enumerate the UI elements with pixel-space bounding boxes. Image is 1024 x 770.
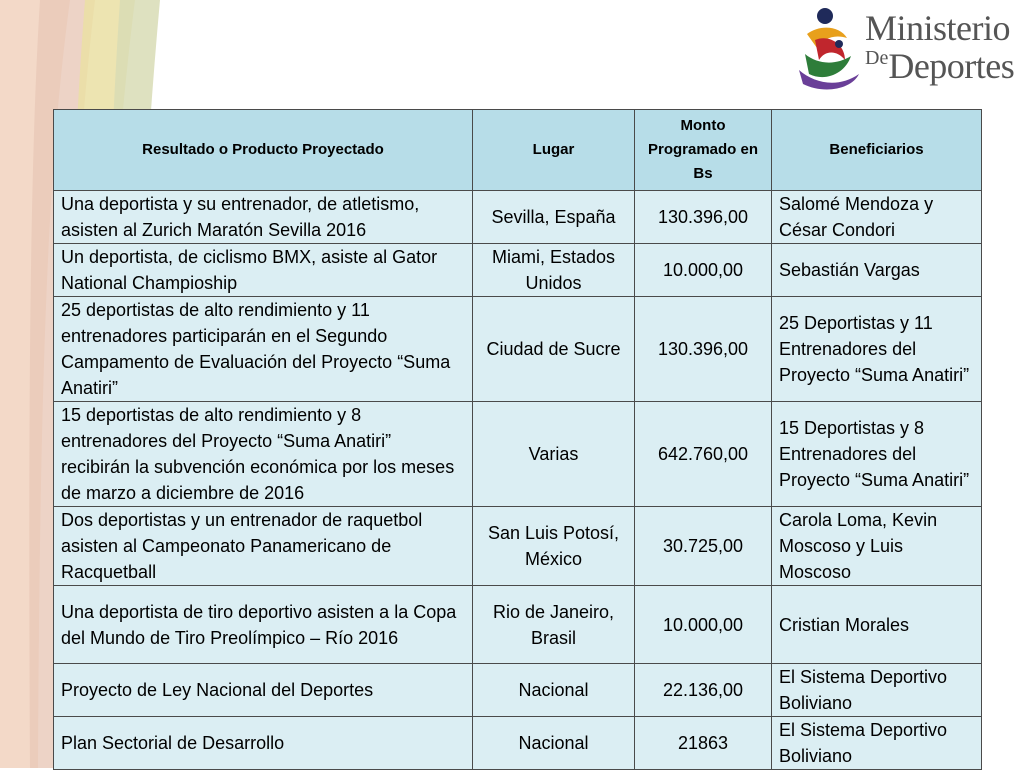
cell-beneficiarios: 25 Deportistas y 11 Entrenadores del Proyecto “Suma Anatiri” (772, 297, 982, 402)
cell-resultado: Proyecto de Ley Nacional del Deportes (54, 664, 473, 717)
cell-monto: 642.760,00 (635, 402, 772, 507)
cell-resultado: Una deportista de tiro deportivo asisten a la Copa del Mundo de Tiro Preolímpico – Río 2016 (54, 586, 473, 664)
cell-resultado: Un deportista, de ciclismo BMX, asiste al Gator National Champioship (54, 244, 473, 297)
cell-lugar: Nacional (473, 717, 635, 770)
cell-monto: 21863 (635, 717, 772, 770)
cell-monto: 130.396,00 (635, 297, 772, 402)
cell-lugar: Ciudad de Sucre (473, 297, 635, 402)
cell-resultado: 25 deportistas de alto rendimiento y 11 entrenadores participarán en el Segundo Campamento de Evaluación del Proyecto “Suma Anatiri” (54, 297, 473, 402)
cell-lugar: Varias (473, 402, 635, 507)
table-row (54, 191, 982, 244)
table-row (54, 717, 982, 770)
logo-de: De (865, 47, 889, 69)
cell-monto: 10.000,00 (635, 244, 772, 297)
cell-beneficiarios: El Sistema Deportivo Boliviano (772, 664, 982, 717)
cell-monto: 22.136,00 (635, 664, 772, 717)
cell-monto: 10.000,00 (635, 586, 772, 664)
header-lugar: Lugar (473, 110, 635, 191)
header-resultado: Resultado o Producto Proyectado (54, 110, 473, 191)
cell-beneficiarios: El Sistema Deportivo Boliviano (772, 717, 982, 770)
cell-beneficiarios: Carola Loma, Kevin Moscoso y Luis Moscoso (772, 507, 982, 586)
cell-lugar: Miami, Estados Unidos (473, 244, 635, 297)
table-header-row (54, 110, 982, 191)
logo-title: Ministerio (865, 8, 1010, 48)
header-beneficiarios: Beneficiarios (772, 110, 982, 191)
cell-monto: 130.396,00 (635, 191, 772, 244)
table-row (54, 586, 982, 664)
header-monto: Monto Programado en Bs (635, 110, 772, 191)
cell-lugar: Sevilla, España (473, 191, 635, 244)
projects-table (53, 109, 982, 770)
table-row (54, 402, 982, 507)
logo-emblem-icon (795, 4, 865, 92)
cell-monto: 30.725,00 (635, 507, 772, 586)
cell-resultado: 15 deportistas de alto rendimiento y 8 entrenadores del Proyecto “Suma Anatiri” recibirán la subvención económica por los meses de marzo a diciembre de 2016 (54, 402, 473, 507)
cell-lugar: San Luis Potosí, México (473, 507, 635, 586)
cell-beneficiarios: Salomé Mendoza y César Condori (772, 191, 982, 244)
ministerio-logo (795, 4, 1015, 92)
logo-deportes: Deportes (888, 46, 1015, 86)
cell-beneficiarios: 15 Deportistas y 8 Entrenadores del Proyecto “Suma Anatiri” (772, 402, 982, 507)
table-row (54, 664, 982, 717)
cell-beneficiarios: Sebastián Vargas (772, 244, 982, 297)
table-row (54, 297, 982, 402)
cell-lugar: Nacional (473, 664, 635, 717)
cell-resultado: Dos deportistas y un entrenador de raquetbol asisten al Campeonato Panamericano de Racquetball (54, 507, 473, 586)
table-row (54, 244, 982, 297)
cell-resultado: Plan Sectorial de Desarrollo (54, 717, 473, 770)
cell-beneficiarios: Cristian Morales (772, 586, 982, 664)
cell-lugar: Rio de Janeiro, Brasil (473, 586, 635, 664)
table-row (54, 507, 982, 586)
cell-resultado: Una deportista y su entrenador, de atletismo, asisten al Zurich Maratón Sevilla 2016 (54, 191, 473, 244)
